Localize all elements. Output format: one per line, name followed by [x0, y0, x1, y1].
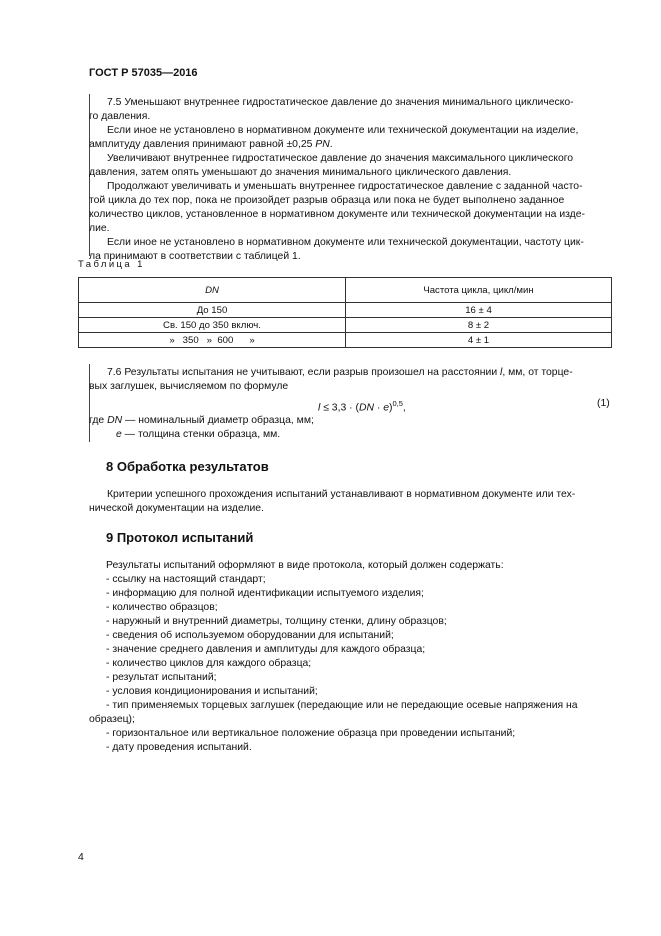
list-item: - информацию для полной идентификации испытуемого изделия; — [106, 588, 424, 599]
table-cell-frequency: 4 ± 1 — [346, 333, 612, 348]
text-line: го давления. — [89, 111, 151, 122]
paragraph-7-5 — [89, 96, 616, 264]
frequency-table — [78, 277, 612, 348]
table-row — [79, 318, 612, 333]
text-line: нической документации на изделие. — [89, 503, 264, 514]
text-line: 7.5 Уменьшают внутреннее гидростатическое давление до значения минимального циклическо- — [107, 97, 574, 108]
list-item: - горизонтальное или вертикальное положение образца при проведении испытаний; — [106, 728, 516, 739]
text-line: Продолжают увеличивать и уменьшать внутреннее гидростатическое давление с заданной часто- — [107, 181, 583, 192]
text-span: . — [329, 139, 333, 150]
section-9-intro: Результаты испытаний оформляют в виде протокола, который должен содержать: — [106, 560, 504, 571]
formula-var-dn: DN — [358, 402, 374, 414]
paragraph-7-6 — [89, 366, 616, 394]
table-header-row — [79, 278, 612, 303]
text-line: Критерии успешного прохождения испытаний устанавливают в нормативном документе или тех- — [107, 489, 576, 500]
list-item: - количество образцов; — [106, 602, 218, 613]
formula-text: ≤ 3,3 · ( — [320, 402, 359, 414]
where-dn — [89, 414, 314, 428]
page-number: 4 — [78, 852, 84, 863]
text-span: — толщина стенки образца, мм. — [121, 429, 281, 440]
text-line: той цикла до тех пор, пока не произойдет разрыв образца или пока не будет выполнено заданное — [89, 195, 565, 206]
table-row — [79, 333, 612, 348]
text-line: вых заглушек, вычисляемом по формуле — [89, 381, 289, 392]
variable-l: l — [500, 367, 503, 378]
text-line: лие. — [89, 223, 110, 234]
formula-exponent: 0,5 — [392, 399, 403, 408]
table-caption: Таблица 1 — [78, 259, 145, 270]
text-span: 7.6 Результаты испытания не учитывают, если разрыв произошел на расстоянии — [107, 367, 501, 378]
list-item: - сведения об используемом оборудовании для испытаний; — [106, 630, 394, 641]
list-item: - ссылку на настоящий стандарт; — [106, 574, 266, 585]
text-line: Увеличивают внутреннее гидростатическое давление до значения максимального циклического — [107, 153, 574, 164]
text-line: количество циклов, установленное в нормативном документе или технической документации на изде- — [89, 209, 585, 220]
list-item: - значение среднего давления и амплитуды для каждого образца; — [106, 644, 426, 655]
text-span: , мм, от торце- — [502, 367, 573, 378]
formula-text: · — [373, 402, 384, 414]
table-cell-dn: » 350 » 600 » — [79, 333, 346, 348]
text-line: Если иное не установлено в нормативном документе или технической документации, частоту цик- — [107, 237, 584, 248]
formula — [318, 397, 406, 415]
list-item: - тип применяемых торцевых заглушек (передающие или не передающие осевые напряжения на — [106, 700, 578, 711]
list-item: - наружный и внутренний диаметры, толщину стенки, длину образцов; — [106, 616, 447, 627]
pn-symbol: PN — [315, 139, 330, 150]
formula-var-l: l — [318, 402, 321, 414]
section-9-heading: 9 Протокол испытаний — [106, 530, 254, 545]
variable-dn: DN — [107, 415, 123, 426]
table-row — [79, 303, 612, 318]
text-line: Если иное не установлено в нормативном документе или технической документации на изделие, — [107, 125, 579, 136]
text-span: — номинальный диаметр образца, мм; — [122, 415, 314, 426]
list-item: - условия кондиционирования и испытаний; — [106, 686, 318, 697]
table-header-frequency: Частота цикла, цикл/мин — [346, 278, 612, 303]
list-item: - результат испытаний; — [106, 672, 217, 683]
section-8-paragraph — [89, 488, 616, 516]
list-item: - количество циклов для каждого образца; — [106, 658, 312, 669]
list-item-continuation: образец); — [89, 714, 135, 725]
table-cell-dn: Св. 150 до 350 включ. — [79, 318, 346, 333]
variable-e: e — [116, 429, 122, 440]
formula-var-e: e — [383, 402, 389, 414]
protocol-list — [89, 573, 616, 755]
table-cell-dn: До 150 — [79, 303, 346, 318]
text-line: давления, затем опять уменьшают до значения минимального циклического давления. — [89, 167, 512, 178]
document-header: ГОСТ Р 57035—2016 — [89, 67, 198, 79]
text-span: где — [89, 415, 108, 426]
text-line — [89, 138, 616, 152]
list-item: - дату проведения испытаний. — [106, 742, 252, 753]
formula-number: (1) — [597, 398, 610, 409]
formula-text: ) — [388, 402, 393, 414]
formula-text: , — [402, 402, 406, 414]
table-header-dn: DN — [79, 278, 346, 303]
section-8-heading: 8 Обработка результатов — [106, 459, 269, 474]
text-line — [89, 366, 616, 380]
table-cell-frequency: 8 ± 2 — [346, 318, 612, 333]
where-e — [116, 428, 280, 442]
text-span: амплитуду давления принимают равной ±0,25 — [89, 139, 316, 150]
text-line: ла принимают в соответствии с таблицей 1. — [89, 251, 301, 262]
table-cell-frequency: 16 ± 4 — [346, 303, 612, 318]
